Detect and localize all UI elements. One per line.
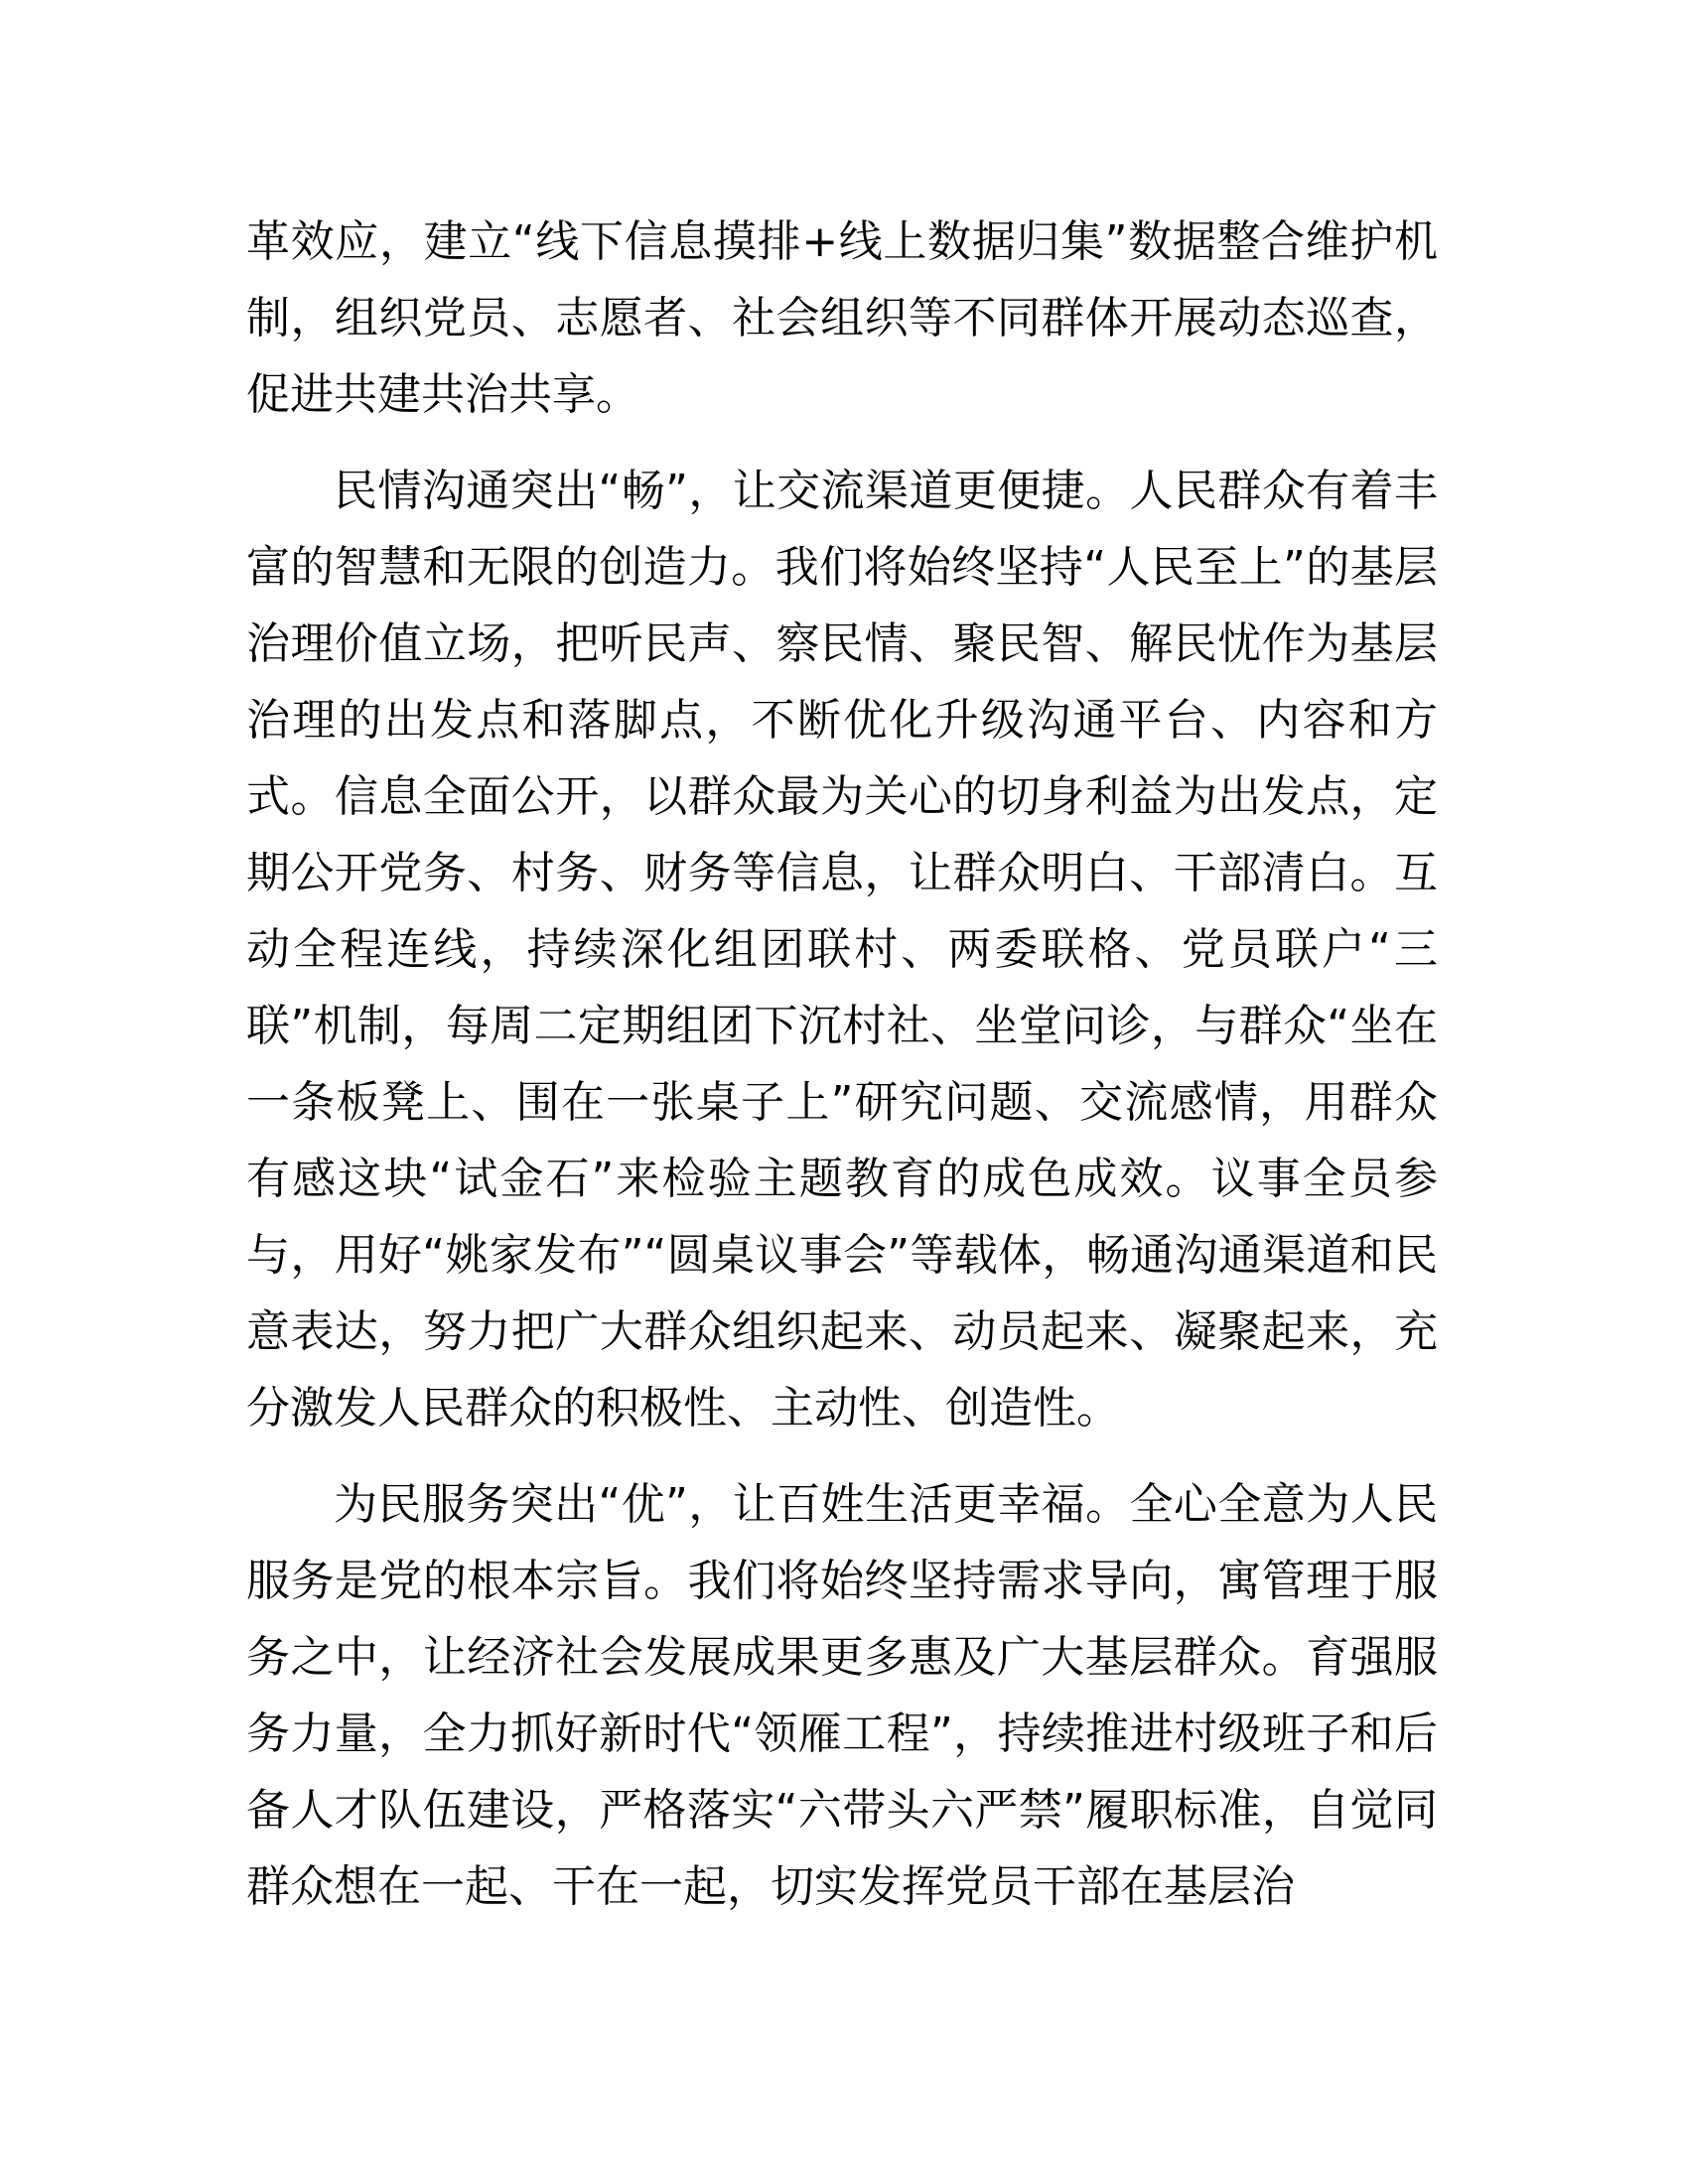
paragraph-continuation: 革效应，建立“线下信息摸排+线上数据归集”数据整合维护机制，组织党员、志愿者、社会组织等不同群体开展动态巡查，促进共建共治共享。 xyxy=(246,216,1438,420)
body-text xyxy=(246,204,1438,1945)
paragraph-communication: 民情沟通突出“畅”，让交流渠道更便捷。人民群众有着丰富的智慧和无限的创造力。我们将始终坚持“人民至上”的基层治理价值立场，把听民声、察民情、聚民智、解民忧作为基层治理的出发点和落脚点，不断优化升级沟通平台、内容和方式。信息全面公开，以群众最为关心的切身利益为出发点，定期公开党务、村务、财务等信息，让群众明白、干部清白。互动全程连线，持续深化组团联村、两委联格、党员联户“三联”机制，每周二定期组团下沉村社、坐堂问诊，与群众“坐在一条板凳上、围在一张桌子上”研究问题、交流感情，用群众有感这块“试金石”来检验主题教育的成色成效。议事全员参与，用好“姚家发布”“圆桌议事会”等载体，畅通沟通渠道和民意表达，努力把广大群众组织起来、动员起来、凝聚起来，充分激发人民群众的积极性、主动性、创造性。 xyxy=(246,466,1438,1433)
paragraph-service: 为民服务突出“优”，让百姓生活更幸福。全心全意为人民服务是党的根本宗旨。我们将始终坚持需求导向，寓管理于服务之中，让经济社会发展成果更多惠及广大基层群众。育强服务力量，全力抓好新时代“领雁工程”，持续推进村级班子和后备人才队伍建设，严格落实“六带头六严禁”履职标准，自觉同群众想在一起、干在一起，切实发挥党员干部在基层治 xyxy=(246,1479,1438,1912)
